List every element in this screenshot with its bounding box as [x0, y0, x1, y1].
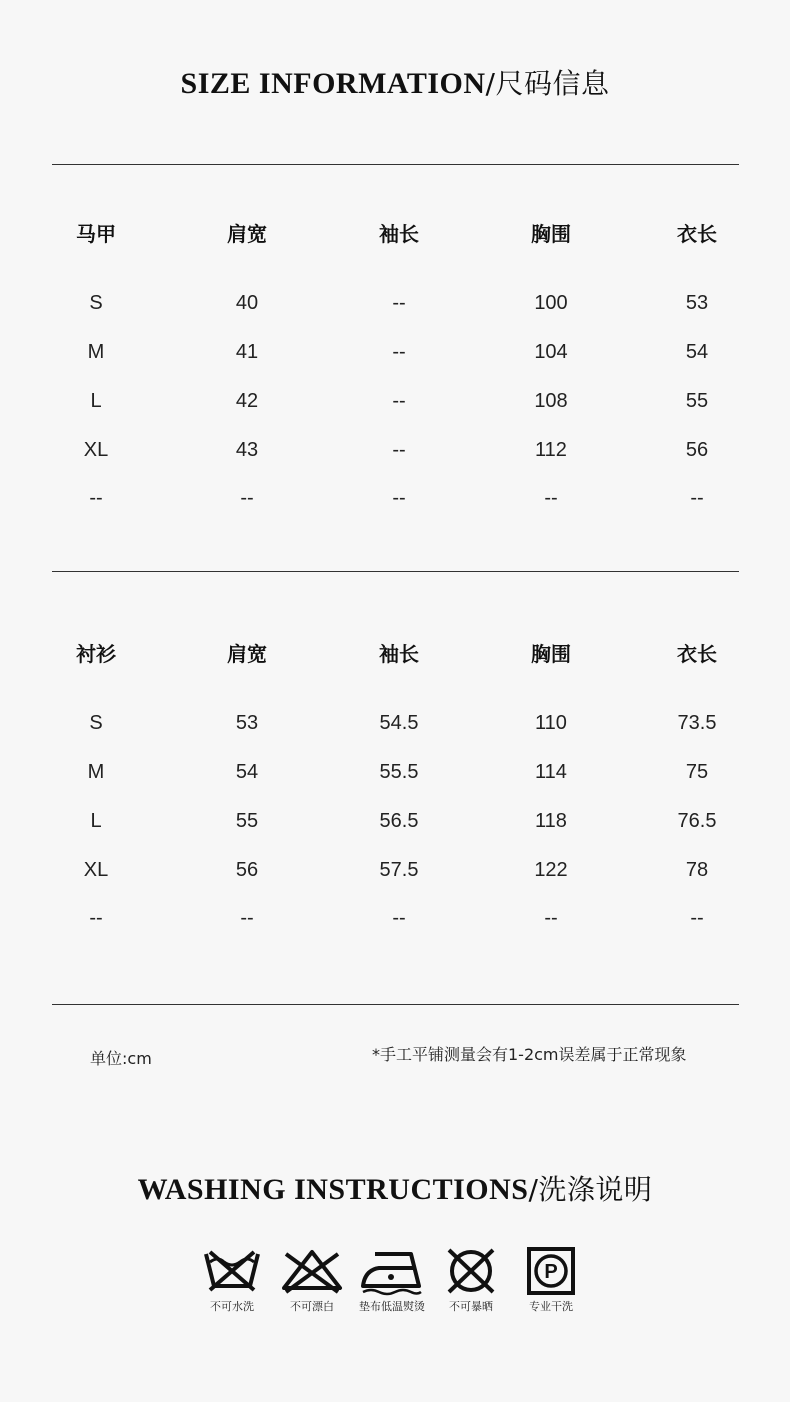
cell-length: 53: [685, 292, 709, 314]
cell-sleeve: --: [392, 907, 406, 929]
no-washing-icon: [202, 1246, 262, 1296]
cell-chest: 112: [535, 439, 567, 461]
cell-chest: 108: [534, 390, 568, 412]
cell-shoulder: 53: [235, 712, 259, 734]
cell-sleeve: --: [392, 390, 406, 412]
header-length: 衣长: [677, 222, 717, 246]
wash-title-en: WASHING INSTRUCTIONS: [137, 1173, 529, 1206]
cell-chest: 100: [534, 292, 568, 314]
cell-length: 76.5: [677, 810, 717, 832]
cell-chest: 104: [534, 341, 568, 363]
cell-shoulder: 43: [235, 439, 259, 461]
header-garment: 马甲: [76, 222, 116, 246]
cell-sleeve: --: [392, 487, 406, 509]
cell-length: 56: [685, 439, 709, 461]
care-item-no-wash: [187, 1246, 277, 1314]
cell-sleeve: --: [392, 292, 406, 314]
cell-length: 75: [685, 761, 709, 783]
cell-sleeve: 57.5: [379, 859, 419, 881]
cell-size: S: [89, 292, 103, 314]
cell-length: --: [690, 487, 704, 509]
cell-size: L: [90, 810, 102, 832]
header-garment: 衬衫: [76, 642, 116, 666]
cell-size: --: [89, 907, 103, 929]
size-information-title: [0, 62, 790, 102]
cell-shoulder: --: [240, 907, 254, 929]
cell-size: M: [87, 341, 105, 363]
size-title-cn: /尺码信息: [485, 67, 610, 100]
header-sleeve: 袖长: [379, 642, 419, 666]
cell-sleeve: 56.5: [379, 810, 419, 832]
header-chest: 胸围: [531, 222, 571, 246]
professional-dry-clean-icon: [525, 1246, 577, 1296]
care-label: 不可暴晒: [449, 1300, 493, 1313]
cell-sleeve: 54.5: [379, 712, 419, 734]
washing-instructions-title: [0, 1168, 790, 1208]
svg-text:P: P: [544, 1261, 558, 1283]
header-shoulder: 肩宽: [227, 222, 267, 246]
cell-chest: 118: [535, 810, 567, 832]
cell-sleeve: --: [392, 439, 406, 461]
cell-chest: 110: [535, 712, 567, 734]
cell-length: 55: [685, 390, 709, 412]
care-label: 不可漂白: [290, 1300, 334, 1313]
care-label: 垫布低温熨烫: [359, 1300, 425, 1313]
cell-length: 78: [685, 859, 709, 881]
cell-shoulder: 40: [235, 292, 259, 314]
cell-chest: 122: [534, 859, 568, 881]
cell-size: L: [90, 390, 102, 412]
cell-size: S: [89, 712, 103, 734]
cell-size: XL: [83, 439, 109, 461]
header-sleeve: 袖长: [379, 222, 419, 246]
cell-shoulder: --: [240, 487, 254, 509]
care-label: 不可水洗: [210, 1300, 254, 1313]
care-item-low-iron: [347, 1246, 437, 1314]
no-tumble-dry-icon: [443, 1246, 499, 1296]
header-shoulder: 肩宽: [227, 642, 267, 666]
cell-shoulder: 41: [235, 341, 259, 363]
cell-sleeve: --: [392, 341, 406, 363]
unit-note: 单位:cm: [90, 1049, 152, 1068]
cell-size: M: [87, 761, 105, 783]
cell-length: 54: [685, 341, 709, 363]
cell-length: --: [690, 907, 704, 929]
care-item-dry-clean: [506, 1246, 596, 1314]
cell-chest: 114: [535, 761, 567, 783]
cell-shoulder: 56: [235, 859, 259, 881]
cell-length: 73.5: [677, 712, 717, 734]
divider: [52, 164, 739, 165]
tolerance-note: *手工平铺测量会有1-2cm误差属于正常现象: [372, 1045, 687, 1064]
cell-sleeve: 55.5: [379, 761, 419, 783]
wash-title-cn: /洗涤说明: [528, 1173, 653, 1206]
divider: [52, 571, 739, 572]
no-bleach-icon: [280, 1246, 344, 1296]
cell-chest: --: [544, 487, 558, 509]
care-item-no-bleach: [267, 1246, 357, 1314]
cell-shoulder: 42: [235, 390, 259, 412]
header-length: 衣长: [677, 642, 717, 666]
care-item-no-sun: [426, 1246, 516, 1314]
care-label: 专业干洗: [529, 1300, 573, 1313]
cell-chest: --: [544, 907, 558, 929]
cell-size: --: [89, 487, 103, 509]
cell-size: XL: [83, 859, 109, 881]
low-iron-icon: [359, 1246, 425, 1296]
size-title-en: SIZE INFORMATION: [180, 67, 486, 100]
divider: [52, 1004, 739, 1005]
cell-shoulder: 55: [235, 810, 259, 832]
cell-shoulder: 54: [235, 761, 259, 783]
header-chest: 胸围: [531, 642, 571, 666]
